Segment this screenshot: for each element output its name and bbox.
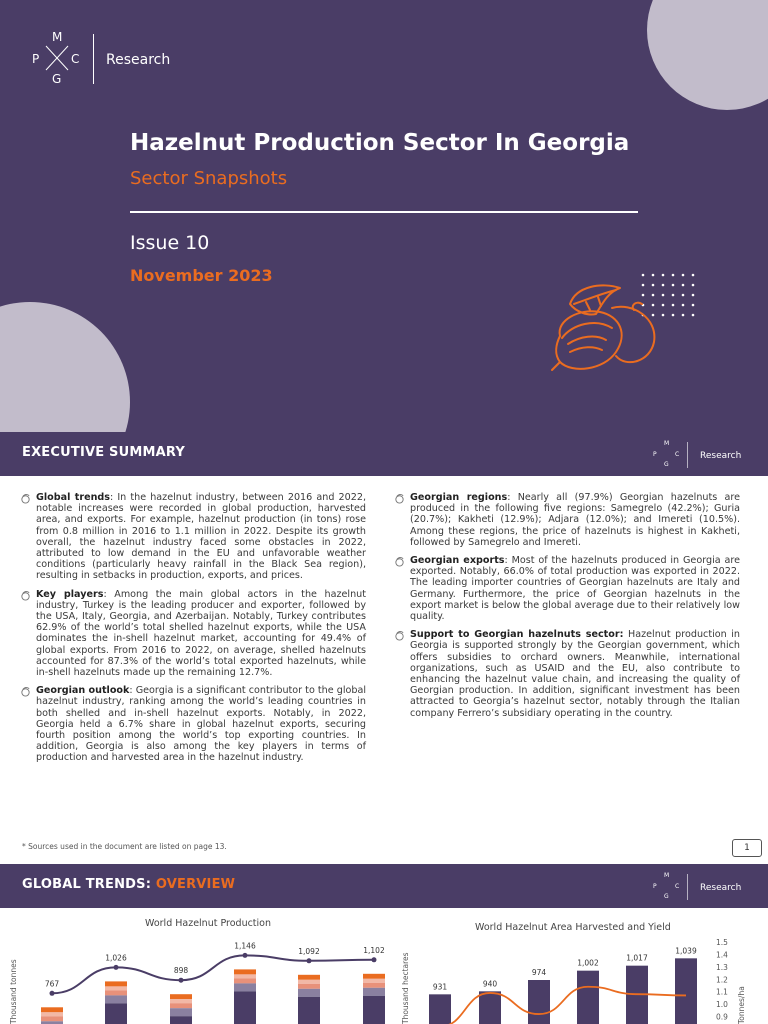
mini-logo-letter-g: G (664, 893, 669, 900)
summary-item-text: : Georgia is a significant contributor to the global hazelnut industry, ranking among the world’s leading countries in both shelled and in-shell hazelnut exports. Notably, in 2022, Georgia held a 6.7% share in global hazelnut exports, securing fourth position among the world’s top exporting countries. In addition, Georgia is also among the key players in terms of production and harvested area in the hazelnut industry. (36, 685, 366, 764)
mini-logo-divider (687, 874, 688, 900)
mini-logo-letter-p: P (653, 451, 657, 458)
hazelnut-bullet-icon (20, 493, 31, 504)
dot (652, 274, 655, 277)
bar-segment (298, 980, 320, 984)
hazelnut-bullet-icon (20, 590, 31, 601)
data-label: 1,146 (234, 941, 256, 951)
production-line (52, 955, 374, 993)
global-trends-title (22, 877, 235, 892)
decorative-circle-top-right (647, 0, 768, 110)
mini-logo-letter-g: G (664, 461, 669, 468)
hazelnut-bullet-icon (394, 556, 405, 567)
mini-logo-letter-p: P (653, 883, 657, 890)
global-trends-title-prefix: GLOBAL TRENDS: (22, 877, 156, 892)
dot (662, 274, 665, 277)
document-subtitle: Sector Snapshots (130, 168, 288, 189)
y2-tick-label: 1.4 (716, 950, 728, 960)
y-axis-label: Thousand hectares (401, 952, 410, 1024)
bar-segment (105, 990, 127, 995)
y2-tick-label: 1.3 (716, 962, 728, 972)
y2-tick-label: 1.1 (716, 987, 728, 997)
logo-letter-g: G (52, 72, 62, 86)
dot (682, 294, 685, 297)
mini-logo-letter-c: C (675, 883, 680, 890)
summary-item-support (394, 629, 740, 719)
summary-item-georgian-outlook (20, 685, 366, 763)
data-label: 1,026 (105, 953, 127, 963)
mini-logo-divider (687, 442, 688, 468)
summary-item-text: : In the hazelnut industry, between 2016 and 2022, notable increases were recorded in global production, harvested area, and exports. For example, hazelnut production (in tons) rose from 0.8 million in 2016 to 1.1 million in 2022. Despite its growth overall, the hazelnut industry faced some obstacles in 2022, attributed to low demand in the EU and unfavorable weather conditions (particularly heavy rainfall in the Black Sea region), resulting in setbacks in production, exports, and prices. (36, 492, 366, 582)
dot (672, 304, 675, 307)
summary-item-title: Global trends (36, 492, 111, 503)
dot (692, 284, 695, 287)
yield-line (440, 987, 686, 1024)
data-label: 974 (531, 968, 547, 977)
summary-item-georgian-exports (394, 555, 740, 622)
bar-segment (105, 981, 127, 986)
y2-tick-label: 1.5 (716, 938, 728, 947)
bar-segment (170, 1003, 192, 1008)
summary-item-title: Georgian exports (410, 555, 505, 567)
data-point (114, 965, 119, 970)
world-area-yield-chart-svg (400, 912, 768, 1024)
summary-item-text: : Most of the hazelnuts produced in Georgia are exported. Notably, 66.0% of total production was exported in 2022. The leading importer countries of Georgian hazelnuts are Italy and Germany. Furthermore, the price of Georgian hazelnuts in the export market is below the global average due to their relatively low quality. (410, 555, 740, 623)
logo-divider (93, 34, 94, 84)
bar-segment (105, 995, 127, 1003)
logo-letter-p: P (32, 52, 40, 66)
mini-logo (648, 872, 748, 902)
dot (692, 294, 695, 297)
world-area-yield-chart (400, 912, 768, 1024)
mini-logo-word: Research (700, 451, 742, 461)
data-label: 931 (432, 982, 448, 992)
sources-footnote: * Sources used in the document are listed on page 13. (22, 842, 227, 851)
bar-segment (170, 999, 192, 1003)
area-bar (528, 980, 550, 1024)
dot (682, 284, 685, 287)
dot (672, 274, 675, 277)
data-label: 1,102 (363, 945, 385, 955)
logo-letter-c: C (71, 52, 80, 66)
bar-segment (298, 989, 320, 997)
mini-logo-letter-m: M (664, 440, 670, 447)
executive-summary-header (0, 432, 768, 476)
dot (682, 274, 685, 277)
bar-segment (363, 988, 385, 996)
y2-tick-label: 1.0 (716, 1000, 728, 1010)
data-point (372, 957, 377, 962)
y2-axis-label: Tonnes/ha (737, 986, 746, 1024)
summary-item-global-trends (20, 492, 366, 582)
logo-letter-m: M (52, 30, 63, 44)
world-production-chart-svg (0, 912, 400, 1024)
summary-item-key-players (20, 589, 366, 679)
bar-segment (298, 984, 320, 989)
bar-segment (363, 979, 385, 983)
mini-logo-letter-c: C (675, 451, 680, 458)
executive-summary-title: EXECUTIVE SUMMARY (22, 445, 186, 460)
bar-segment (298, 997, 320, 1024)
y-axis-label: Thousand tonnes (9, 959, 18, 1024)
bar-segment (41, 1007, 63, 1012)
area-bar (479, 991, 501, 1024)
data-label: 1,039 (675, 946, 697, 956)
issue-number: Issue 10 (130, 232, 210, 254)
bar-segment (234, 983, 256, 991)
bar-segment (41, 1012, 63, 1016)
world-production-chart (0, 912, 400, 1024)
dot (692, 274, 695, 277)
mini-logo-letter-m: M (664, 872, 670, 879)
summary-item-georgian-regions (394, 492, 740, 548)
global-trends-title-accent: OVERVIEW (155, 877, 236, 892)
chart-title: World Hazelnut Production (145, 918, 272, 929)
hazelnut-bullet-icon (20, 686, 31, 697)
bar-segment (363, 983, 385, 988)
cover-section (0, 0, 768, 432)
title-divider (130, 211, 638, 213)
data-label: 1,017 (626, 953, 648, 963)
dot (672, 314, 675, 317)
data-point (243, 953, 248, 958)
summary-item-title: Key players (36, 588, 104, 600)
summary-item-title: Georgian outlook (36, 685, 130, 697)
summary-left-column (20, 492, 366, 771)
chart-title: World Hazelnut Area Harvested and Yield (475, 922, 671, 933)
page-number: 1 (732, 839, 762, 857)
bar-segment (298, 975, 320, 980)
dot (682, 314, 685, 317)
summary-item-text: : Nearly all (97.9%) Georgian hazelnuts are produced in the following five regions: Samegrelo (42.2%); Guria (20.7%); Kakheti (12.9%); Adjara (12.0%); and Imereti (10.5%). Among these regions, the price of hazelnuts is highest in Kakheti, followed by Samegrelo and Imereti. (410, 492, 740, 548)
issue-date: November 2023 (130, 266, 273, 285)
summary-right-column (394, 492, 740, 726)
dot (642, 274, 645, 277)
document-title: Hazelnut Production Sector In Georgia (130, 130, 630, 156)
logo-cross-icon (44, 44, 70, 72)
data-label: 940 (482, 979, 498, 989)
pmcg-logo (30, 30, 180, 92)
bar-segment (234, 974, 256, 978)
hazelnut-illustration-icon (546, 282, 666, 382)
bar-segment (363, 996, 385, 1024)
bar-segment (105, 1003, 127, 1024)
data-point (50, 991, 55, 996)
dot (692, 304, 695, 307)
dot (672, 294, 675, 297)
dot (682, 304, 685, 307)
bar-segment (363, 974, 385, 979)
bar-segment (41, 1016, 63, 1021)
data-point (307, 958, 312, 963)
dot (672, 284, 675, 287)
dot (692, 314, 695, 317)
global-trends-header (0, 864, 768, 908)
summary-item-title: Support to Georgian hazelnuts sector: (410, 629, 624, 641)
mini-logo (648, 440, 748, 470)
data-point (179, 978, 184, 983)
y2-tick-label: 0.9 (716, 1012, 728, 1022)
summary-item-text: Hazelnut production in Georgia is supported strongly by the Georgian government, which offers subsidies to orchard owners. Meanwhile, international organizations, such as USAID and the EU, also contribute to enhancing the hazelnut value chain, and increasing the quality of Georgian production. In addition, significant investment has been attracted to Georgia’s hazelnut sector, notably through the Italian company Ferrero’s subsidiary operating in the country. (410, 629, 741, 719)
decorative-circle-bottom-left (0, 302, 130, 432)
logo-word: Research (106, 52, 171, 68)
bar-segment (234, 978, 256, 983)
data-label: 898 (173, 966, 189, 976)
bar-segment (234, 991, 256, 1024)
area-bar (577, 971, 599, 1024)
y2-tick-label: 1.2 (716, 975, 728, 985)
hazelnut-bullet-icon (394, 493, 405, 504)
bar-segment (170, 994, 192, 999)
bar-segment (234, 969, 256, 974)
bar-segment (105, 986, 127, 990)
hazelnut-bullet-icon (394, 630, 405, 641)
data-label: 1,002 (577, 958, 599, 968)
summary-item-title: Georgian regions (410, 492, 508, 503)
data-label: 1,092 (298, 946, 320, 956)
area-bar (675, 958, 697, 1024)
mini-logo-word: Research (700, 883, 742, 893)
data-label: 767 (44, 979, 60, 989)
area-bar (429, 994, 451, 1024)
summary-item-text: : Among the main global actors in the hazelnut industry, Turkey is the leading producer and exporter, followed by the USA, Italy, Georgia, and Azerbaijan. Notably, Turkey contributes 62.9% of the world’s total shelled hazelnut exports, while the USA dominates the in-shell hazelnut market, accounting for 49.4% of global exports. From 2016 to 2022, on average, shelled hazelnuts accounted for 87.3% of the world’s total exported hazelnuts, while in-shell hazelnuts made up the remaining 12.7%. (36, 588, 366, 679)
bar-segment (170, 1008, 192, 1016)
bar-segment (170, 1016, 192, 1024)
